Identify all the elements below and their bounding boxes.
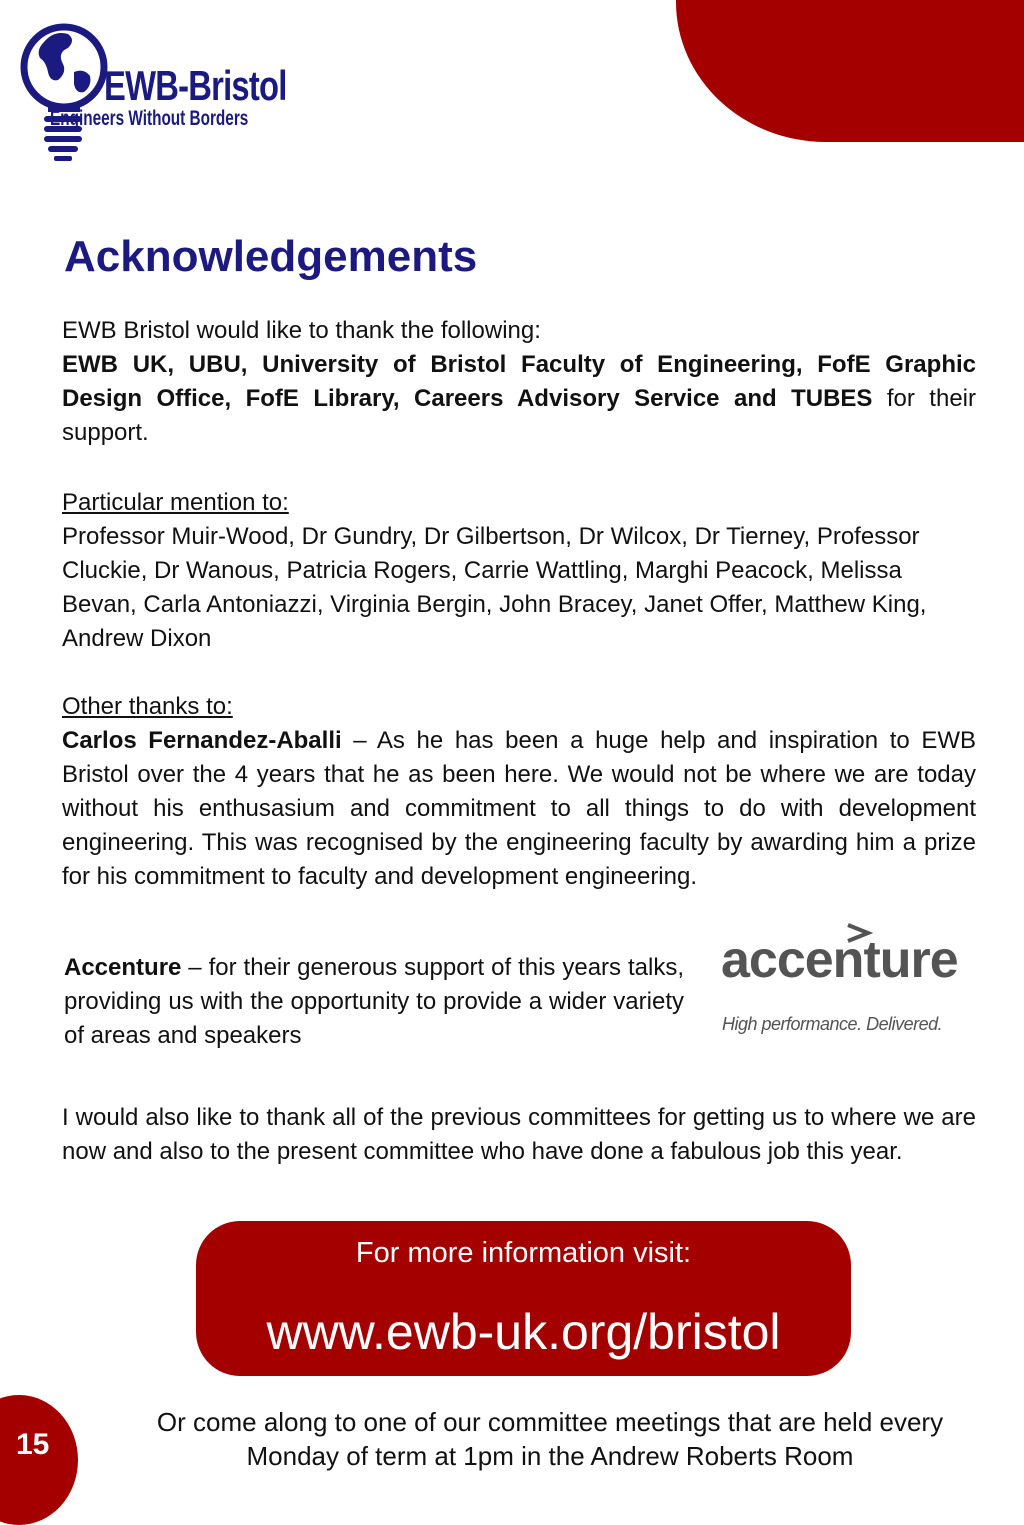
particular-names: Professor Muir-Wood, Dr Gundry, Dr Gilbertson, Dr Wilcox, Dr Tierney, Professor Cluckie, Dr Wanous, Patricia Rogers, Carrie Wattling, Marghi Peacock, Melissa Bevan, Carla Antoniazzi, Virginia Bergin, John Bracey, Janet Offer, Matthew King, Andrew Dixon <box>62 523 927 652</box>
logo-title: EWB-Bristol <box>104 62 287 109</box>
ewb-bristol-logo <box>18 12 298 172</box>
page-title: Acknowledgements <box>64 232 478 281</box>
footer-note: Or come along to one of our committee meetings that are held every Monday of term at 1pm in the Andrew Roberts Room <box>156 1407 944 1471</box>
accenture-text: – for their generous support of this years talks, providing us with the opportunity to provide a wider variety of areas and speakers <box>64 954 684 1049</box>
other-name: Carlos Fernandez-Aballi <box>62 727 342 754</box>
page-number: 15 <box>16 1428 50 1461</box>
committees-paragraph: I would also like to thank all of the previous committees for getting us to where we are now and also to the present committee who have done a fabulous job this year. <box>62 1104 976 1165</box>
accenture-name: Accenture <box>64 954 182 981</box>
intro-orgs: EWB UK, UBU, University of Bristol Faculty of Engineering, FofE Graphic Design Office, FofE Library, Careers Advisory Service and TUBES <box>62 351 976 412</box>
intro-orgs-tail: for their support. <box>62 385 976 446</box>
info-box <box>196 1221 851 1376</box>
accenture-logo <box>716 920 956 1045</box>
corner-decoration <box>676 0 1024 142</box>
accenture-logo-tagline: High performance. Delivered. <box>722 1014 943 1034</box>
logo-subtitle: Engineers Without Borders <box>50 107 249 130</box>
accenture-logo-name: accenture <box>721 931 958 989</box>
intro-orgs-paragraph <box>62 348 976 450</box>
intro-line: EWB Bristol would like to thank the following: <box>62 317 541 344</box>
other-label: Other thanks to: <box>62 693 233 720</box>
particular-label: Particular mention to: <box>62 489 289 516</box>
other-paragraph <box>62 724 976 894</box>
other-text: – As he has been a huge help and inspiration to EWB Bristol over the 4 years that he as been here. We would not be where we are today without his enthusasium and commitment to all things to do with development engineering. This was recognised by the engineering faculty by awarding him a prize for his commitment to faculty and development engineering. <box>62 727 976 890</box>
info-label: For more information visit: <box>355 1237 692 1269</box>
accenture-paragraph <box>64 951 684 1053</box>
website-link[interactable]: www.ewb-uk.org/bristol <box>266 1304 781 1360</box>
